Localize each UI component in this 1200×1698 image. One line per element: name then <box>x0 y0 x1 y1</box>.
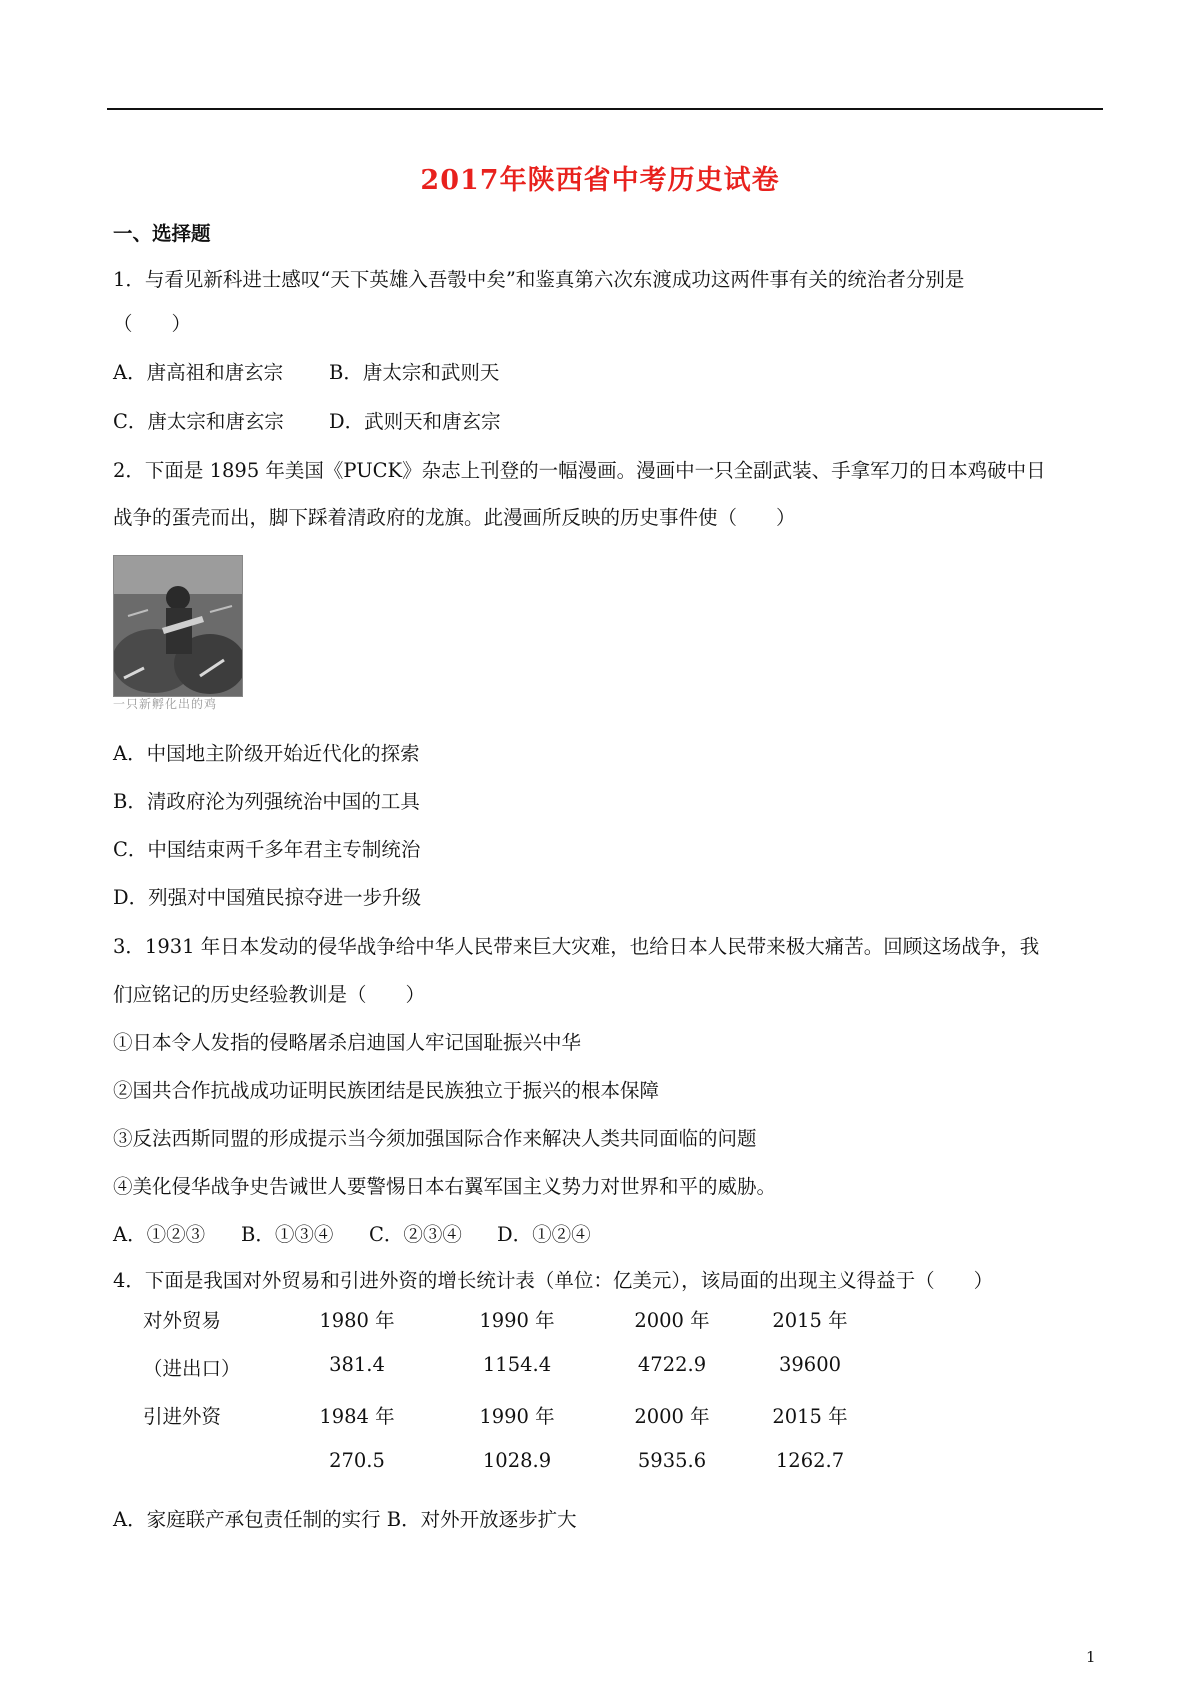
table-cell: 1262.7 <box>775 1449 845 1472</box>
q1-option-b: B．唐太宗和武则天 <box>329 361 500 384</box>
q1-option-c: C．唐太宗和唐玄宗 <box>113 410 284 433</box>
q2-option-c: C．中国结束两千多年君主专制统治 <box>113 838 421 861</box>
table-cell: （进出口） <box>143 1357 241 1380</box>
q3-option-a: A．①②③ <box>113 1223 206 1246</box>
table-cell: 270.5 <box>329 1449 385 1472</box>
page-number: 1 <box>1086 1648 1096 1666</box>
q1-options-row2 <box>113 410 501 434</box>
puck-cartoon-figure <box>113 555 261 715</box>
q3-option-c: C．②③④ <box>369 1223 462 1246</box>
q3-statement-1: ①日本令人发指的侵略屠杀启迪国人牢记国耻振兴中华 <box>113 1031 582 1054</box>
q4-option-a: A．家庭联产承包责任制的实行 <box>113 1508 381 1531</box>
q3-stem-line1: 3．1931 年日本发动的侵华战争给中华人民带来巨大灾难，也给日本人民带来极大痛苦。回顾这场战争，我 <box>113 935 1040 958</box>
q1-options-row1 <box>113 361 499 385</box>
table-cell: 381.4 <box>329 1353 385 1376</box>
table-cell: 1984 年 <box>319 1405 395 1428</box>
table-cell: 1990 年 <box>479 1405 555 1428</box>
q3-option-d: D．①②④ <box>497 1223 591 1246</box>
q4-option-b: B．对外开放逐步扩大 <box>386 1508 577 1531</box>
table-cell: 1980 年 <box>319 1309 395 1332</box>
q3-statement-4: ④美化侵华战争史告诫世人要警惕日本右翼军国主义势力对世界和平的威胁。 <box>113 1175 777 1198</box>
table-cell: 对外贸易 <box>143 1309 222 1332</box>
q1-option-a: A．唐高祖和唐玄宗 <box>113 361 284 384</box>
table-cell: 5935.6 <box>637 1449 707 1472</box>
q2-option-d: D．列强对中国殖民掠夺进一步升级 <box>113 886 422 909</box>
table-cell: 2000 年 <box>634 1309 710 1332</box>
page-title: 2017年陕西省中考历史试卷 <box>420 165 780 196</box>
table-cell: 2000 年 <box>634 1405 710 1428</box>
q1-stem-line1: 1．与看见新科进士感叹“天下英雄入吾彀中矣”和鉴真第六次东渡成功这两件事有关的统治者分别是 <box>113 268 965 291</box>
table-cell: 4722.9 <box>637 1353 707 1376</box>
table-cell: 1154.4 <box>482 1353 552 1376</box>
q4-stem: 4．下面是我国对外贸易和引进外资的增长统计表（单位：亿美元），该局面的出现主义得益于（ ） <box>113 1269 994 1292</box>
section-heading: 一、选择题 <box>113 222 211 245</box>
table-cell: 2015 年 <box>772 1405 848 1428</box>
q3-options-row <box>113 1223 591 1247</box>
table-cell: 引进外资 <box>143 1405 222 1428</box>
header-rule <box>107 108 1103 110</box>
q1-option-d: D．武则天和唐玄宗 <box>329 410 501 433</box>
q2-option-b: B．清政府沦为列强统治中国的工具 <box>113 790 420 813</box>
q3-statement-2: ②国共合作抗战成功证明民族团结是民族独立于振兴的根本保障 <box>113 1079 660 1102</box>
table-cell: 39600 <box>778 1353 842 1376</box>
q3-stem-line2: 们应铭记的历史经验教训是（ ） <box>113 983 426 1006</box>
q2-stem-line1: 2．下面是 1895 年美国《PUCK》杂志上刊登的一幅漫画。漫画中一只全副武装、手拿军刀的日本鸡破中日 <box>113 459 1046 482</box>
table-cell: 2015 年 <box>772 1309 848 1332</box>
q2-option-a: A．中国地主阶级开始近代化的探索 <box>113 742 420 765</box>
q4-options-row <box>113 1508 577 1532</box>
puck-cartoon-image <box>113 555 243 697</box>
q1-stem-line2: （ ） <box>113 312 192 335</box>
q3-option-b: B．①③④ <box>241 1223 334 1246</box>
q2-stem-line2: 战争的蛋壳而出，脚下踩着清政府的龙旗。此漫画所反映的历史事件使（ ） <box>113 506 796 529</box>
table-cell: 1990 年 <box>479 1309 555 1332</box>
figure-caption: 一只新孵化出的鸡 <box>113 697 218 711</box>
table-cell: 1028.9 <box>482 1449 552 1472</box>
q3-statement-3: ③反法西斯同盟的形成提示当今须加强国际合作来解决人类共同面临的问题 <box>113 1127 757 1150</box>
